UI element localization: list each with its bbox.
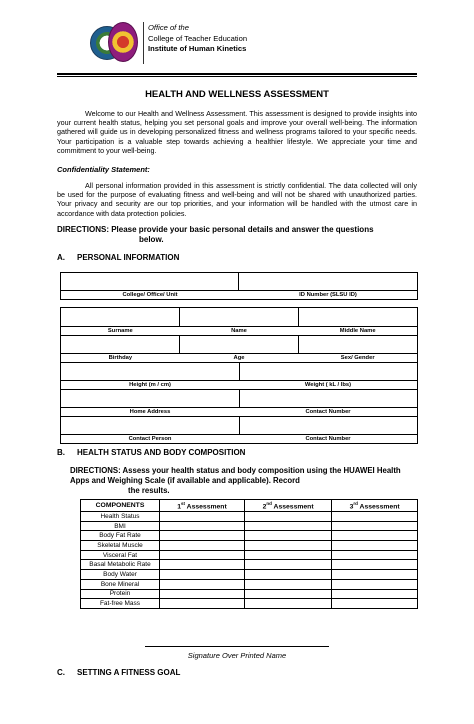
surname-field[interactable]	[61, 308, 180, 326]
assessment-cell[interactable]	[160, 550, 245, 560]
table-row	[81, 531, 418, 541]
birthday-field[interactable]	[61, 336, 180, 353]
component-name: Body Water	[81, 570, 160, 580]
middle-name-label: Middle Name	[339, 328, 376, 334]
section-c-letter: C.	[57, 668, 65, 677]
weight-field[interactable]	[240, 363, 417, 380]
component-name: Basal Metabolic Rate	[81, 560, 160, 570]
signature-line[interactable]	[145, 646, 329, 647]
directions-personal	[57, 225, 387, 245]
page-title: HEALTH AND WELLNESS ASSESSMENT	[145, 89, 329, 100]
directions-health	[70, 466, 410, 496]
id-number-field[interactable]	[239, 273, 417, 290]
section-b-heading	[57, 448, 245, 457]
assessment-cell[interactable]	[160, 560, 245, 570]
table-row	[81, 589, 418, 599]
assessment-cell[interactable]	[244, 589, 331, 599]
assessment-cell[interactable]	[244, 521, 331, 531]
assessment-3-text: Assessment	[357, 503, 400, 511]
table-row	[81, 521, 418, 531]
assessment-cell[interactable]	[244, 570, 331, 580]
college-name: College of Teacher Education	[148, 33, 248, 43]
contact-person-field[interactable]	[61, 417, 240, 434]
assessment-2-num: 2	[262, 503, 267, 511]
age-field[interactable]	[180, 336, 299, 353]
name-field[interactable]	[180, 308, 299, 326]
college-seal-icon	[108, 22, 138, 62]
directions-health-lead: DIRECTIONS: Assess your health status and body composition using the HUAWEI Health Apps and Weighing Scale (if available and applicable). Record	[70, 466, 401, 485]
assessment-cell[interactable]	[332, 531, 418, 541]
component-name: Visceral Fat	[81, 550, 160, 560]
assessment-1-header	[160, 500, 245, 512]
letterhead	[90, 20, 470, 70]
assessment-1-text: Assessment	[185, 503, 227, 511]
components-header: COMPONENTS	[81, 500, 160, 512]
assessment-cell[interactable]	[244, 599, 331, 609]
assessment-cell[interactable]	[332, 512, 418, 522]
height-field[interactable]	[61, 363, 240, 380]
component-name: Bone Mineral	[81, 579, 160, 589]
component-name: BMI	[81, 521, 160, 531]
contact-number-label: Contact Number	[305, 409, 351, 415]
table-row	[81, 560, 418, 570]
assessment-cell[interactable]	[160, 541, 245, 551]
table-row	[81, 512, 418, 522]
header-divider	[143, 22, 144, 64]
assessment-cell[interactable]	[244, 560, 331, 570]
assessment-3-header	[332, 500, 418, 512]
sex-field[interactable]	[299, 336, 417, 353]
section-c-heading	[57, 668, 180, 677]
directions-health-rest: the results.	[128, 486, 170, 495]
personal-box-details	[60, 307, 418, 444]
id-number-label: ID Number (SLSU ID)	[299, 292, 357, 298]
assessment-cell[interactable]	[332, 560, 418, 570]
table-row	[81, 541, 418, 551]
contact-person-number-label: Contact Number	[305, 436, 351, 442]
assessment-cell[interactable]	[332, 570, 418, 580]
college-label: College/ Office/ Unit	[122, 292, 178, 298]
assessment-1-num: 1	[177, 503, 182, 511]
assessment-cell[interactable]	[160, 589, 245, 599]
table-row	[81, 599, 418, 609]
assessment-3-sup: rd	[353, 500, 358, 506]
assessment-cell[interactable]	[160, 599, 245, 609]
contact-number-field[interactable]	[240, 390, 417, 407]
assessment-cell[interactable]	[160, 531, 245, 541]
contact-person-label: Contact Person	[128, 436, 172, 442]
directions-rest: below.	[139, 235, 164, 244]
section-a-heading	[57, 253, 179, 262]
age-label: Age	[233, 355, 245, 361]
assessment-cell[interactable]	[244, 541, 331, 551]
middle-name-field[interactable]	[299, 308, 417, 326]
seal-logos	[90, 22, 140, 64]
sex-label: Sex/ Gender	[340, 355, 375, 361]
header-rule	[57, 73, 417, 77]
assessment-2-text: Assessment	[271, 503, 314, 511]
assessment-cell[interactable]	[160, 570, 245, 580]
assessment-cell[interactable]	[332, 550, 418, 560]
assessment-cell[interactable]	[332, 579, 418, 589]
body-composition-table	[80, 499, 418, 609]
section-b-letter: B.	[57, 448, 65, 457]
birthday-label: Birthday	[108, 355, 133, 361]
assessment-cell[interactable]	[244, 512, 331, 522]
section-a-letter: A.	[57, 253, 65, 262]
signature-label: Signature Over Printed Name	[187, 651, 287, 660]
assessment-cell[interactable]	[160, 579, 245, 589]
name-label: Name	[231, 328, 247, 334]
table-row	[81, 570, 418, 580]
assessment-cell[interactable]	[244, 579, 331, 589]
college-field[interactable]	[61, 273, 239, 290]
assessment-3-num: 3	[349, 503, 354, 511]
assessment-2-sup: nd	[266, 500, 272, 506]
component-name: Health Status	[81, 512, 160, 522]
assessment-cell[interactable]	[332, 521, 418, 531]
table-header-row	[81, 500, 418, 512]
personal-box-college	[60, 272, 418, 300]
assessment-cell[interactable]	[244, 531, 331, 541]
section-b-label: HEALTH STATUS AND BODY COMPOSITION	[77, 448, 246, 457]
weight-label: Weight ( kL / lbs)	[304, 382, 352, 388]
component-name: Skeletal Muscle	[81, 541, 160, 551]
section-c-label: SETTING A FITNESS GOAL	[77, 668, 181, 677]
intro-paragraph: Welcome to our Health and Wellness Assessment. This assessment is designed to provide insights into your current health status, helping you set personal goals and improve your overall well-being. The information gathered will guide us in developing personalized fitness and wellness programs tailored to your specific needs. Your participation is a valuable step towards achieving a healthier lifestyle. We appreciate your time and commitment to your well-being.	[57, 109, 417, 155]
confidentiality-paragraph: All personal information provided in this assessment is strictly confidential. The data collected will only be used for the purpose of evaluating fitness and well-being and will not be shared with unauthorized parties. Your privacy and security are our top priorities, and your information will be handled with the utmost care in accordance with data protection policies.	[57, 181, 417, 218]
component-name: Fat-free Mass	[81, 599, 160, 609]
assessment-cell[interactable]	[332, 589, 418, 599]
assessment-1-sup: st	[181, 500, 186, 506]
letterhead-text	[148, 23, 247, 55]
assessment-cell[interactable]	[160, 512, 245, 522]
home-address-field[interactable]	[61, 390, 240, 407]
home-address-label: Home Address	[129, 409, 171, 415]
table-row	[81, 579, 418, 589]
contact-person-number-field[interactable]	[240, 417, 417, 434]
table-row	[81, 550, 418, 560]
assessment-cell[interactable]	[332, 599, 418, 609]
assessment-cell[interactable]	[160, 521, 245, 531]
assessment-2-header	[244, 500, 331, 512]
institute-name: Institute of Human Kinetics	[148, 44, 247, 53]
directions-lead: DIRECTIONS: Please provide your basic personal details and answer the questions	[57, 225, 374, 234]
component-name: Protein	[81, 589, 160, 599]
height-label: Height (m / cm)	[129, 382, 171, 388]
assessment-cell[interactable]	[244, 550, 331, 560]
confidentiality-title: Confidentiality Statement:	[57, 165, 150, 174]
surname-label: Surname	[107, 328, 133, 334]
section-a-label: PERSONAL INFORMATION	[77, 253, 180, 262]
assessment-cell[interactable]	[332, 541, 418, 551]
component-name: Body Fat Rate	[81, 531, 160, 541]
office-of-text: Office of the	[148, 23, 189, 32]
